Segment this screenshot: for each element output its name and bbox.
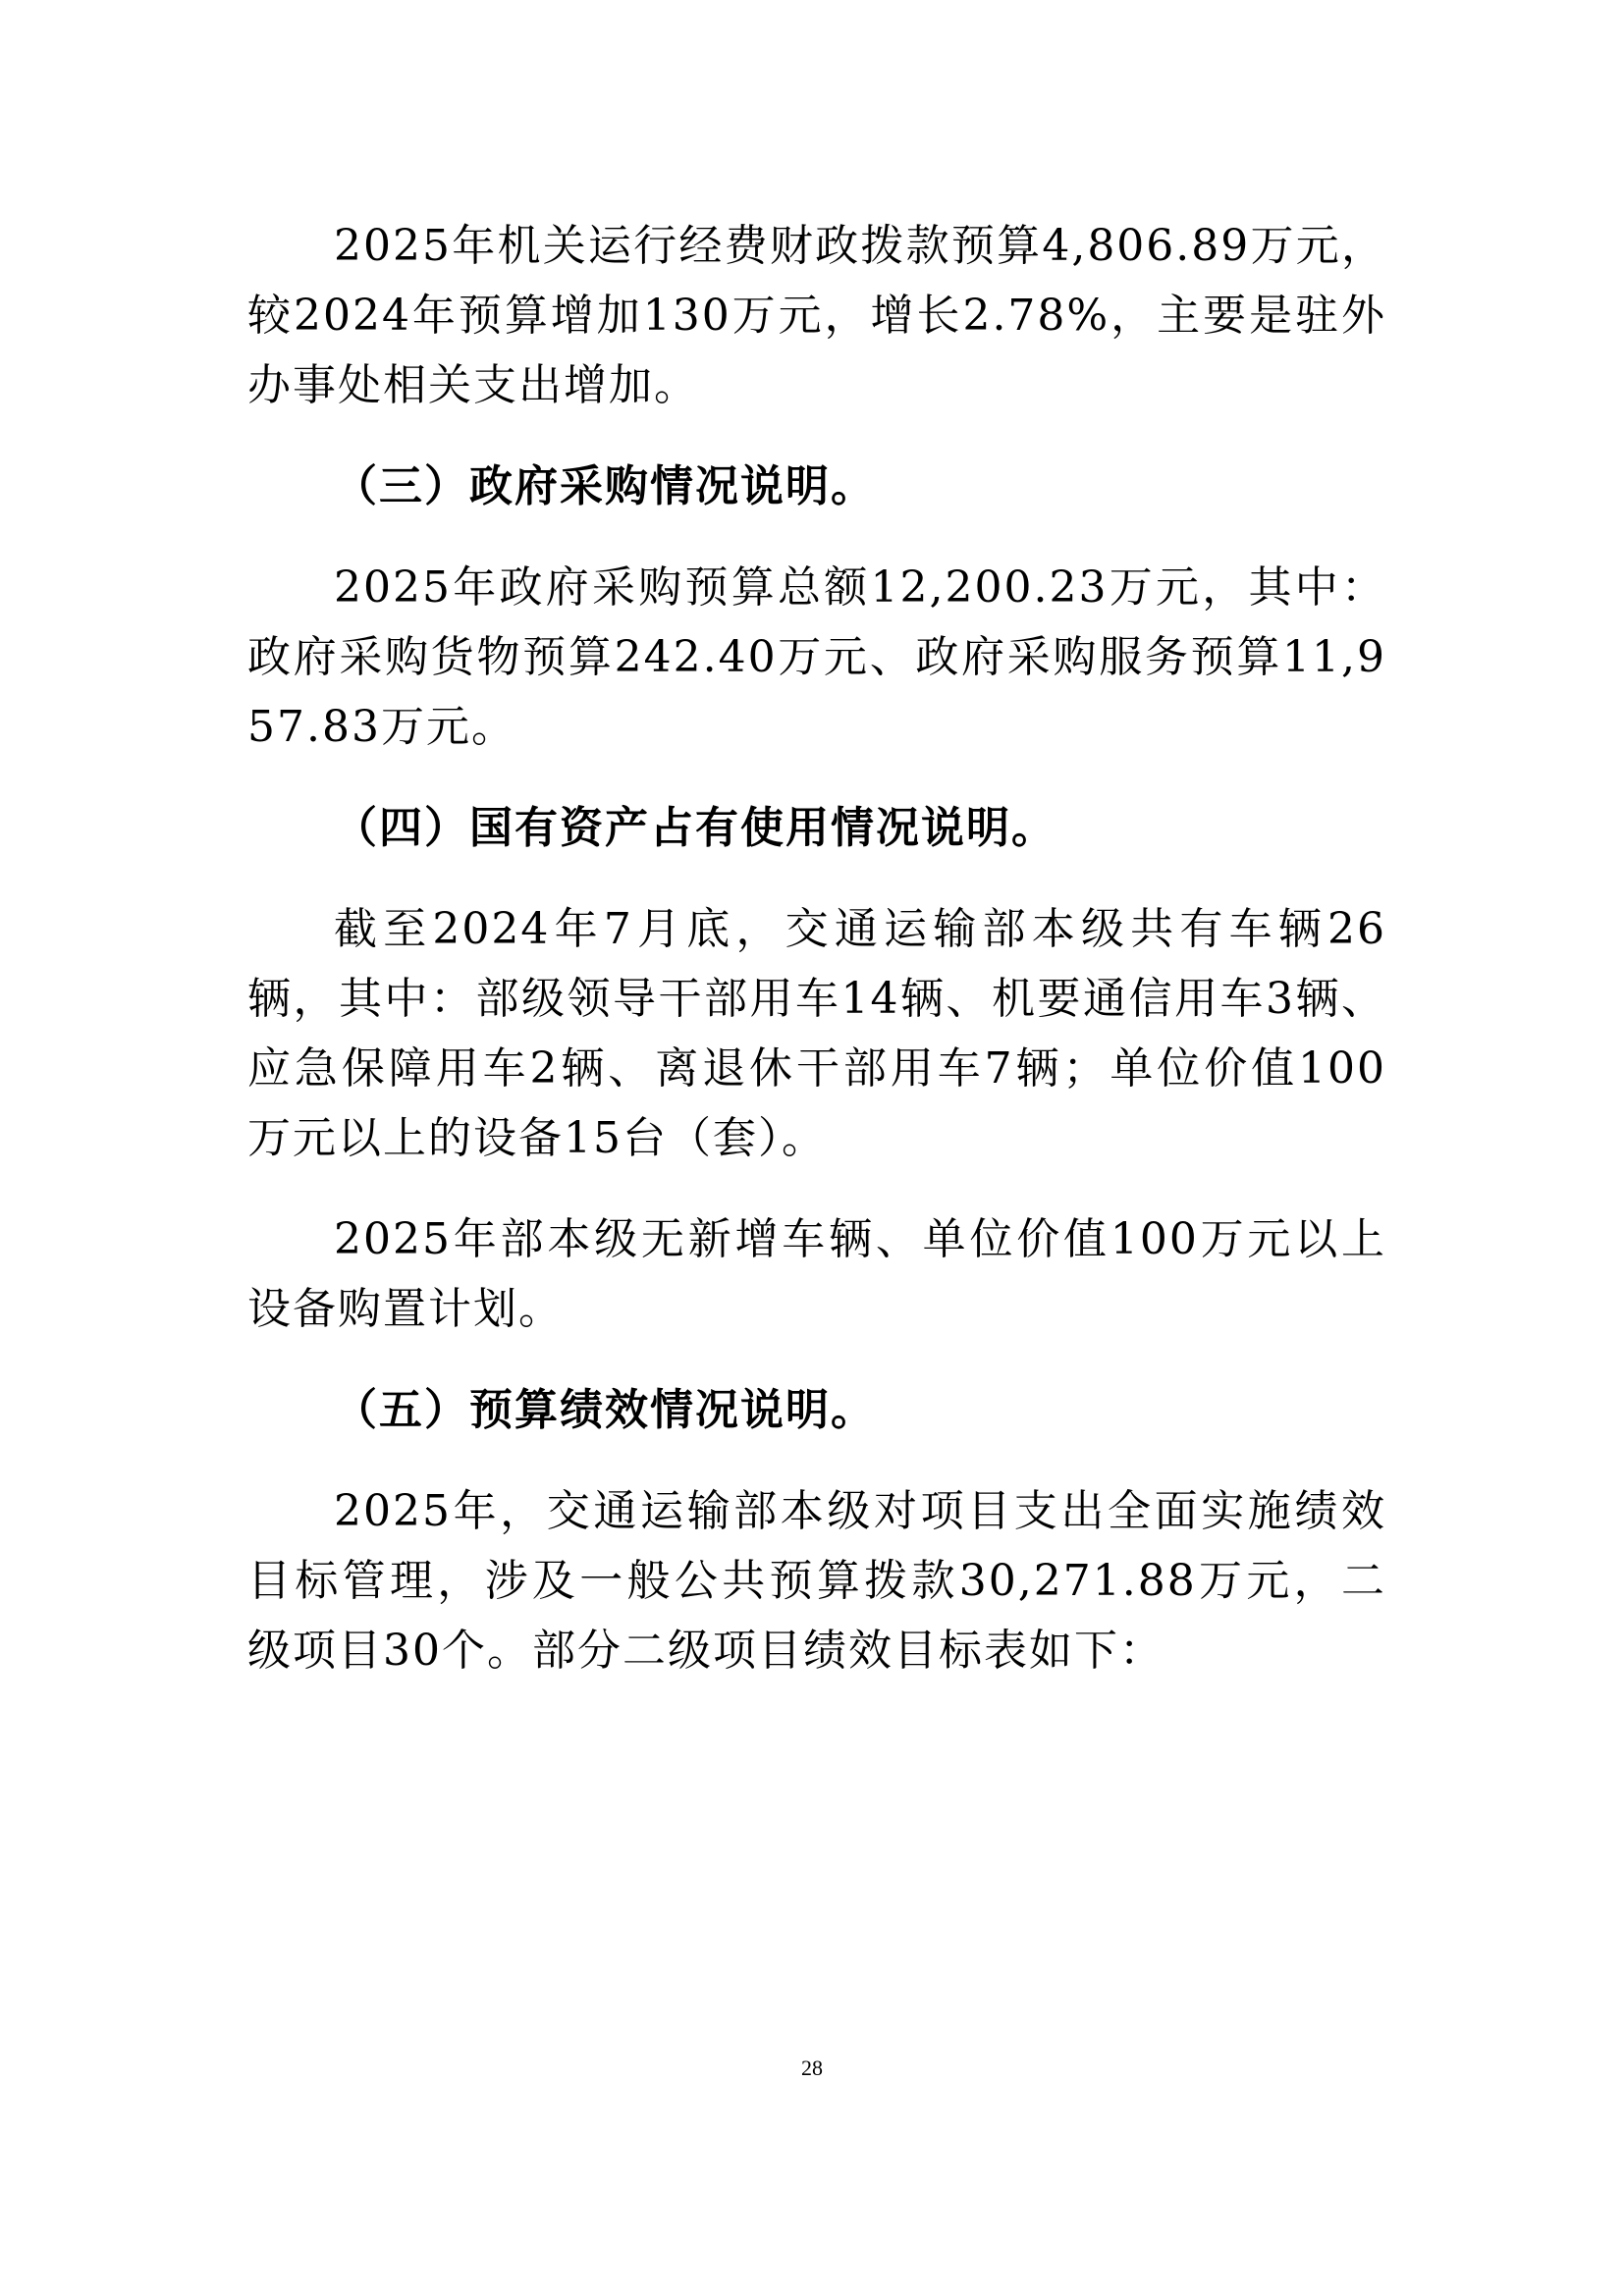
heading-state-assets: （四）国有资产占有使用情况说明。 — [334, 803, 1056, 853]
paragraph-vehicles-equipment: 截至2024年7月底，交通运输部本级共有车辆26辆，其中：部级领导干部用车14辆、机要通信用车3辆、应急保障用车2辆、离退休干部用车7辆；单位价值100万元以上的设备15台（套）。 — [247, 904, 1386, 1163]
paragraph-performance-targets: 2025年，交通运输部本级对项目支出全面实施绩效目标管理，涉及一般公共预算拨款30,271.88万元，二级项目30个。部分二级项目绩效目标表如下： — [247, 1486, 1386, 1676]
heading-budget-performance: （五）预算绩效情况说明。 — [334, 1385, 876, 1435]
page-number: 28 — [801, 2056, 823, 2080]
paragraph-no-new-purchases: 2025年部本级无新增车辆、单位价值100万元以上设备购置计划。 — [247, 1214, 1386, 1334]
document-body — [247, 211, 1386, 1717]
paragraph-procurement-budget: 2025年政府采购预算总额12,200.23万元，其中：政府采购货物预算242.40万元、政府采购服务预算11,957.83万元。 — [247, 562, 1386, 752]
paragraph-operating-expenses: 2025年机关运行经费财政拨款预算4,806.89万元，较2024年预算增加130万元，增长2.78%，主要是驻外办事处相关支出增加。 — [247, 221, 1386, 410]
heading-government-procurement: （三）政府采购情况说明。 — [334, 461, 876, 511]
